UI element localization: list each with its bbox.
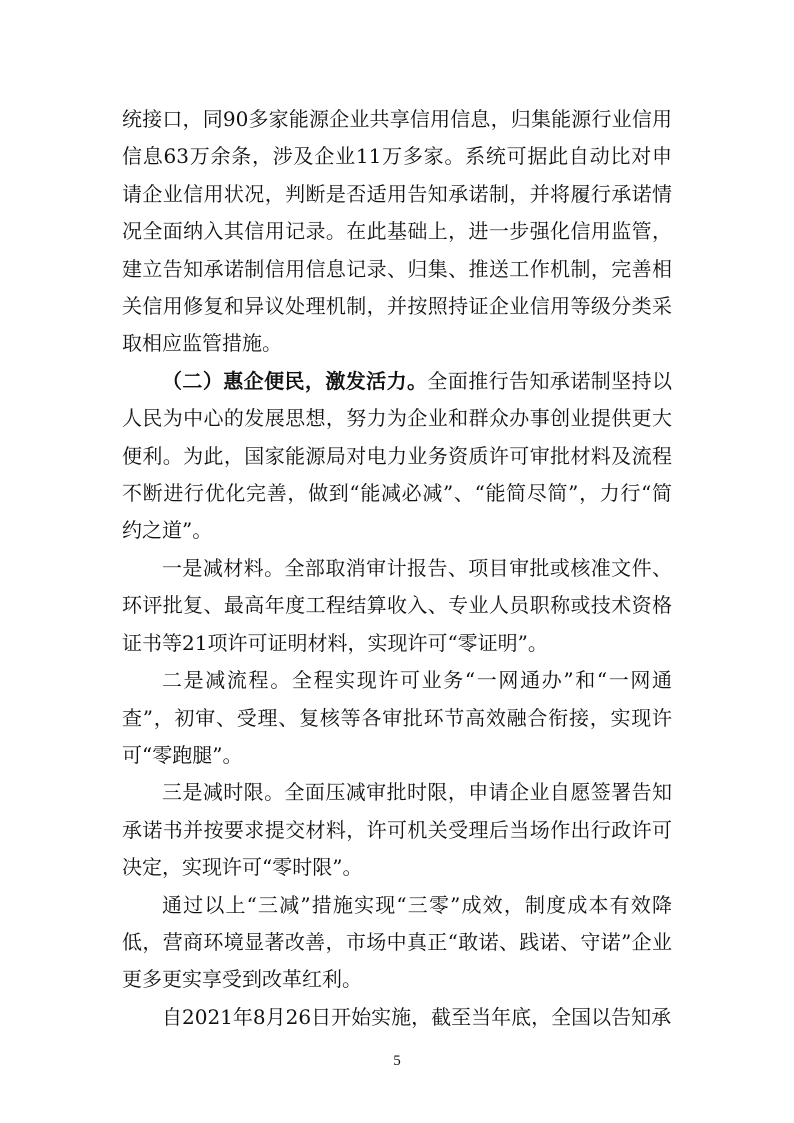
page-number: 5 bbox=[393, 1053, 401, 1069]
paragraph-reduce-materials: 一是减材料。全部取消审计报告、项目审批或核准文件、环评批复、最高年度工程结算收入、专业人员职称或技术资格证书等21项许可证明材料，实现许可“零证明”。 bbox=[122, 555, 672, 655]
body-text bbox=[122, 101, 672, 1036]
paragraph-section-two bbox=[122, 363, 672, 550]
paragraph-reduce-time: 三是减时限。全面压减审批时限，申请企业自愿签署告知承诺书并按要求提交材料，许可机关受理后当场作出行政许可决定，实现许可“零时限”。 bbox=[122, 780, 672, 880]
section-heading: （二）惠企便民，激发活力。 bbox=[162, 368, 428, 393]
paragraph-implementation: 自2021年8月26日开始实施，截至当年底，全国以告知承 bbox=[162, 1004, 672, 1029]
paragraph-reduce-process: 二是减流程。全程实现许可业务“一网通办”和“一网通查”，初审、受理、复核等各审批环节高效融合衔接，实现许可“零跑腿”。 bbox=[122, 668, 672, 767]
paragraph-three-reductions: 通过以上“三减”措施实现“三零”成效，制度成本有效降低，营商环境显著改善，市场中真正“敢诺、践诺、守诺”企业更多更实享受到改革红利。 bbox=[122, 892, 672, 992]
paragraph-continuation: 统接口，同90多家能源企业共享信用信息，归集能源行业信用信息63万余条，涉及企业11万多家。系统可据此自动比对申请企业信用状况，判断是否适用告知承诺制，并将履行承诺情况全面纳入其信用记录。在此基础上，进一步强化信用监管，建立告知承诺制信用信息记录、归集、推送工作机制，完善相关信用修复和异议处理机制，并按照持证企业信用等级分类采取相应监管措施。 bbox=[122, 107, 672, 356]
section-body: 全面推行告知承诺制坚持以人民为中心的发展思想，努力为企业和群众办事创业提供更大便利。为此，国家能源局对电力业务资质许可审批材料及流程不断进行优化完善，做到“能减必减”、“能简尽简”，力行“简约之道”。 bbox=[122, 368, 673, 543]
